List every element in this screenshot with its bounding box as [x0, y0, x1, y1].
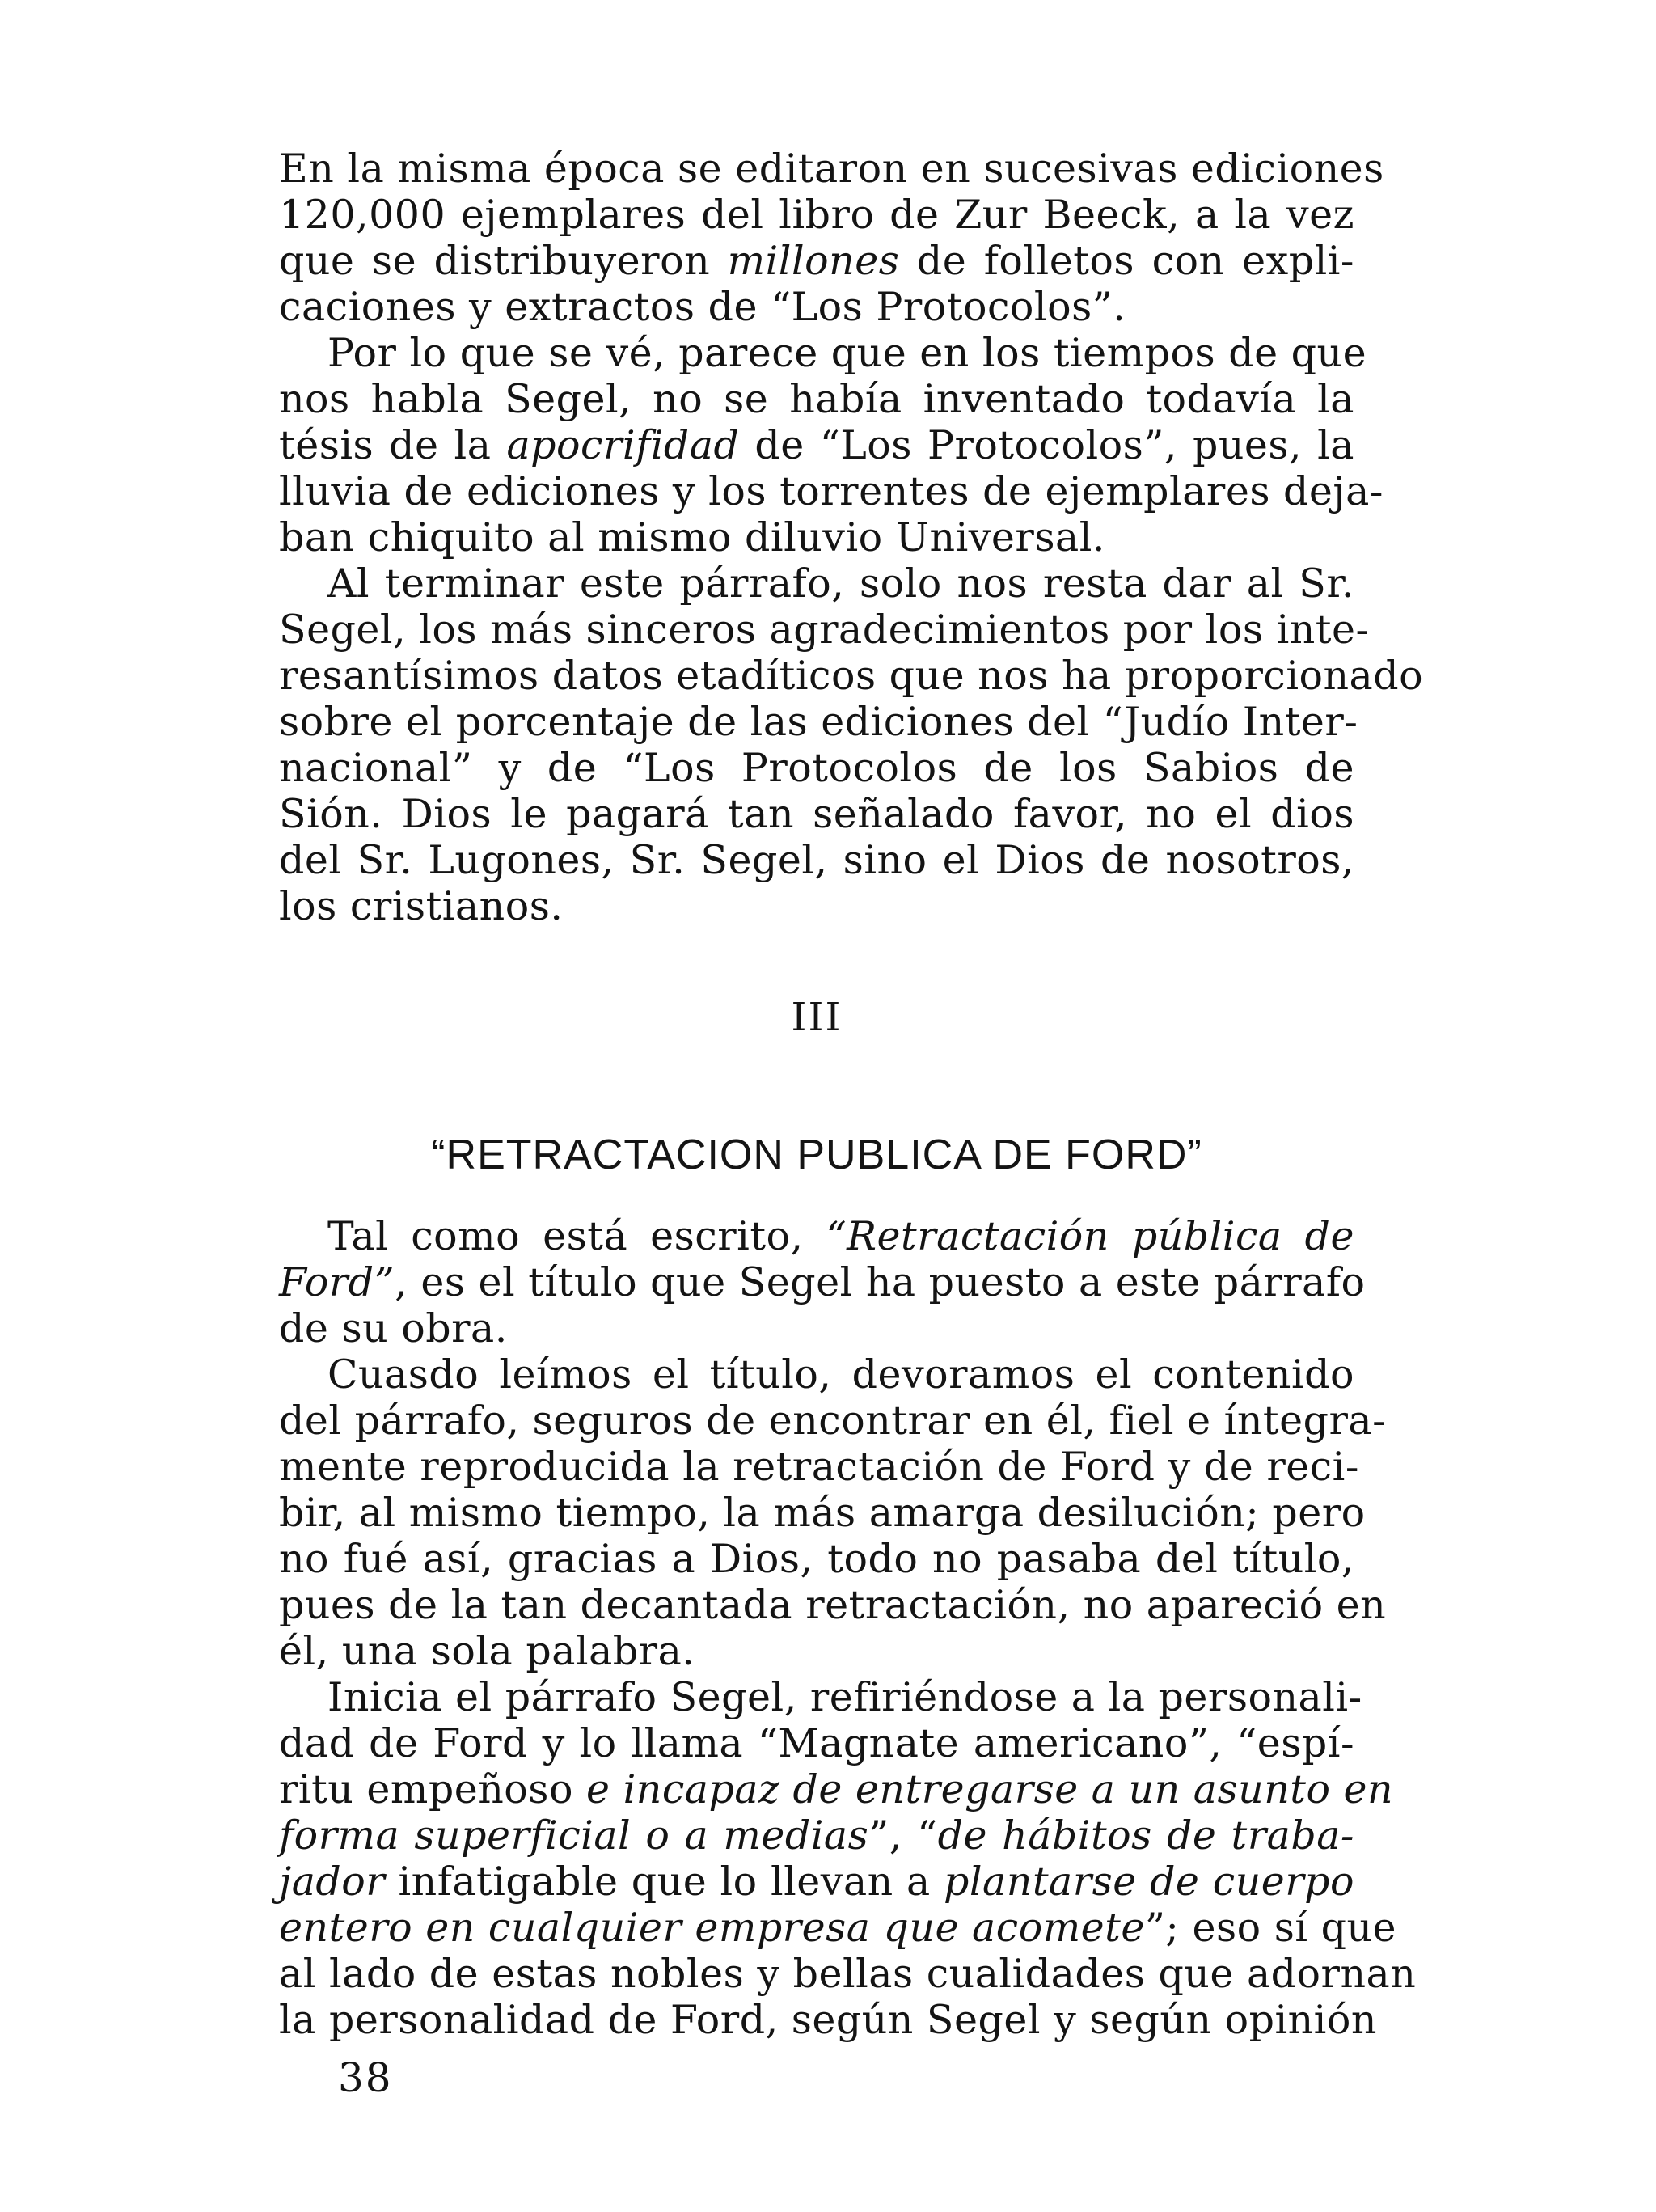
text-segment: tésis de la — [279, 422, 507, 468]
text-line — [279, 1859, 1354, 1905]
section-number: III — [791, 995, 843, 1040]
text-segment: nacional” y de “Los Protocolos de los Sabios de — [279, 745, 1354, 791]
text-line — [279, 284, 1354, 330]
text-line — [279, 653, 1424, 699]
text-segment: Inicia el párrafo Segel, refiriéndose a la personali- — [327, 1674, 1362, 1720]
text-line — [279, 745, 1354, 791]
text-segment: ritu empeñoso — [279, 1766, 587, 1812]
text-line — [279, 1259, 1366, 1305]
text-segment: ”; eso sí que — [1144, 1905, 1397, 1951]
text-segment: del párrafo, seguros de encontrar en él, fiel e íntegra- — [279, 1398, 1387, 1444]
text-line — [279, 1905, 1397, 1951]
italic-text: de hábitos de traba- — [937, 1812, 1354, 1859]
text-segment: del Sr. Lugones, Sr. Segel, sino el Dios de nosotros, — [279, 837, 1354, 883]
text-segment: mente reproducida la retractación de Ford y de reci- — [279, 1444, 1359, 1490]
page-number: 38 — [338, 2054, 393, 2101]
text-line — [279, 883, 1354, 929]
text-line — [279, 560, 1354, 607]
text-segment: resantísimos datos etadíticos que nos ha proporcionado — [279, 653, 1424, 699]
text-segment: sobre el porcentaje de las ediciones del “Judío Inter- — [279, 699, 1358, 745]
text-segment: no fué así, gracias a Dios, todo no pasaba del título, — [279, 1536, 1354, 1582]
text-line — [279, 1490, 1366, 1536]
text-line — [279, 1812, 1354, 1859]
italic-text: “Retractación pública de — [826, 1213, 1354, 1259]
text-segment: bir, al mismo tiempo, la más amarga desilución; pero — [279, 1490, 1366, 1536]
text-segment: , es el título que Segel ha puesto a este párrafo — [395, 1259, 1366, 1305]
text-line — [279, 238, 1354, 284]
text-line — [279, 1536, 1354, 1582]
text-segment: pues de la tan decantada retractación, no apareció en — [279, 1582, 1387, 1628]
text-segment: los cristianos. — [279, 883, 564, 929]
text-line — [279, 422, 1354, 468]
text-line — [279, 514, 1354, 560]
text-segment: que se distribuyeron — [279, 238, 728, 284]
text-line — [279, 1351, 1354, 1398]
text-segment: Por lo que se vé, parece que en los tiempos de que — [327, 330, 1367, 376]
text-segment: dad de Ford y lo llama “Magnate americano”, “espí- — [279, 1720, 1354, 1766]
text-segment: caciones y extractos de “Los Protocolos”. — [279, 284, 1126, 330]
text-segment: de “Los Protocolos”, pues, la — [739, 422, 1354, 468]
text-line — [279, 1674, 1362, 1720]
italic-text: millones — [727, 238, 900, 284]
text-segment: al lado de estas nobles y bellas cualidades que adornan — [279, 1951, 1417, 1997]
text-line — [279, 1628, 1354, 1674]
section-title: “RETRACTACION PUBLICA DE FORD” — [431, 1131, 1202, 1178]
text-line — [279, 146, 1384, 192]
text-segment: lluvia de ediciones y los torrentes de ejemplares deja- — [279, 468, 1384, 514]
italic-text: e incapaz de entregarse a un asunto en — [586, 1766, 1394, 1812]
text-segment: infatigable que lo llevan a — [385, 1859, 944, 1905]
text-line — [279, 1951, 1417, 1997]
text-segment: de su obra. — [279, 1305, 508, 1351]
text-line — [279, 1720, 1354, 1766]
text-segment: Segel, los más sinceros agradecimientos por los inte- — [279, 607, 1370, 653]
text-segment: nos habla Segel, no se había inventado todavía la — [279, 376, 1354, 422]
text-line — [279, 330, 1367, 376]
text-block-top — [279, 146, 1424, 929]
text-line — [279, 468, 1384, 514]
text-line — [279, 1305, 1354, 1351]
italic-text: jador — [279, 1859, 386, 1905]
italic-text: plantarse de cuerpo — [944, 1859, 1354, 1905]
text-line — [279, 699, 1358, 745]
text-segment: ban chiquito al mismo diluvio Universal. — [279, 514, 1105, 560]
text-segment: Al terminar este párrafo, solo nos resta dar al Sr. — [327, 560, 1354, 607]
italic-text: apocrifidad — [506, 422, 740, 468]
text-segment: la personalidad de Ford, según Segel y según opinión — [279, 1997, 1377, 2043]
text-segment: de folletos con expli- — [899, 238, 1354, 284]
text-line — [279, 791, 1354, 837]
text-line — [279, 376, 1354, 422]
text-segment: Sión. Dios le pagará tan señalado favor, no el dios — [279, 791, 1354, 837]
text-line — [279, 1444, 1359, 1490]
text-line — [279, 1582, 1387, 1628]
italic-text: forma superficial o a medias — [279, 1812, 869, 1859]
text-block-bottom — [279, 1213, 1417, 2043]
text-segment: Cuasdo leímos el título, devoramos el contenido — [327, 1351, 1354, 1398]
text-segment: 120,000 ejemplares del libro de Zur Beeck, a la vez — [279, 192, 1354, 238]
text-line — [279, 1997, 1377, 2043]
text-segment: En la misma época se editaron en sucesivas ediciones — [279, 146, 1384, 192]
text-line — [279, 607, 1370, 653]
text-line — [279, 1213, 1354, 1259]
text-segment: Tal como está escrito, — [327, 1213, 826, 1259]
text-segment: él, una sola palabra. — [279, 1628, 695, 1674]
italic-text: Ford” — [279, 1259, 395, 1305]
text-line — [279, 192, 1354, 238]
text-line — [279, 1398, 1387, 1444]
italic-text: entero en cualquier empresa que acomete — [279, 1905, 1145, 1951]
text-segment: ”, “ — [868, 1812, 938, 1859]
text-line — [279, 1766, 1394, 1812]
text-line — [279, 837, 1354, 883]
